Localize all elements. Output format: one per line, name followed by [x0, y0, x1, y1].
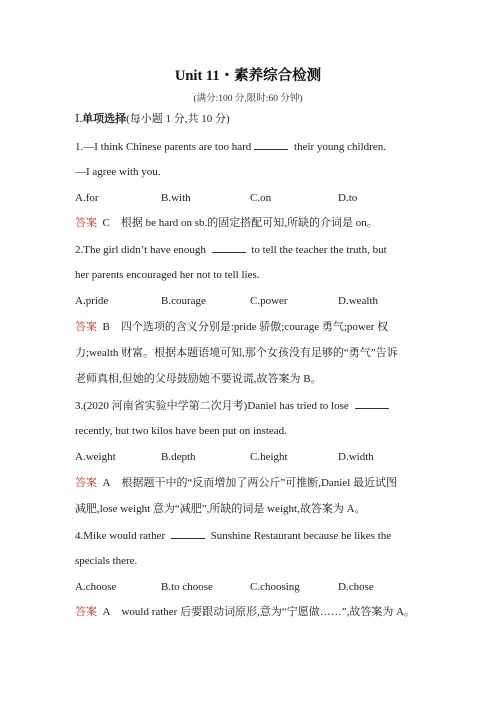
q2-option-c: C.power	[250, 295, 288, 307]
answer-tag: 答案	[75, 217, 97, 229]
q4-stem-post: Sunshine Restaurant because he likes the	[210, 530, 392, 542]
answer-explanation-line2: 减肥,lose weight 意为“减肥”,所缺的词是 weight,故答案为 A。	[75, 503, 366, 515]
q3-option-d: D.width	[338, 451, 374, 463]
q1-line2: —I agree with you.	[75, 166, 161, 178]
q1-option-c: C.on	[250, 192, 272, 204]
answer-letter: A	[102, 477, 111, 489]
q3-stem-pre: 3.(2020 河南省实验中学第二次月考)Daniel has tried to lose	[75, 400, 349, 412]
answer-letter: A	[102, 606, 111, 618]
q3-line2: recently, but two kilos have been put on instead.	[75, 425, 287, 437]
answer-blank	[254, 139, 288, 150]
q3-option-a: A.weight	[75, 451, 116, 463]
q1-stem-post: their young children.	[294, 141, 386, 153]
q1-answer	[75, 216, 378, 230]
q4-option-a: A.choose	[75, 581, 117, 593]
answer-explanation-line1: 根据题干中的“反而增加了两公斤”可推断,Daniel 最近试图	[121, 477, 398, 489]
answer-tag: 答案	[75, 321, 97, 333]
q4-stem-pre: 4.Mike would rather	[75, 530, 166, 542]
q1-option-a: A.for	[75, 192, 99, 204]
answer-blank	[355, 398, 389, 409]
question-4-stem	[75, 528, 391, 543]
answer-explanation-line2: 力;wealth 财富。根据本题语境可知,那个女孩没有足够的“勇气”告诉	[75, 347, 398, 359]
q2-line2: her parents encouraged her not to tell lies.	[75, 269, 260, 281]
q4-option-b: B.to choose	[161, 581, 213, 593]
q1-stem-pre: 1.—I think Chinese parents are too hard	[75, 141, 252, 153]
answer-explanation: 根据 be hard on sb.的固定搭配可知,所缺的介词是 on。	[120, 217, 378, 229]
answer-explanation: would rather 后要跟动词原形,意为“宁愿做……”,故答案为 A。	[121, 606, 416, 618]
q2-option-a: A.pride	[75, 295, 109, 307]
question-1-stem	[75, 139, 386, 154]
page-subtitle: (满分:100 分,限时:60 分钟)	[193, 94, 303, 104]
answer-explanation-line3: 老师真相,但她的父母鼓励她不要说谎,故答案为 B。	[75, 373, 322, 385]
question-3-stem	[75, 398, 392, 413]
answer-letter: C	[102, 217, 110, 229]
answer-tag: 答案	[75, 606, 97, 618]
answer-blank	[212, 242, 246, 253]
answer-explanation-line1: 四个选项的含义分别是:pride 骄傲;courage 勇气;power 权	[120, 321, 389, 333]
q2-answer	[75, 320, 388, 334]
q4-line2: specials there.	[75, 555, 138, 567]
section-number: Ⅰ.	[75, 113, 83, 125]
q3-answer	[75, 476, 397, 490]
section-heading	[75, 112, 230, 126]
q2-stem-post: to tell the teacher the truth, but	[251, 244, 387, 256]
q3-option-c: C.height	[250, 451, 288, 463]
q2-option-b: B.courage	[161, 295, 206, 307]
section-name: 单项选择	[82, 113, 127, 125]
q4-answer	[75, 605, 415, 619]
q4-option-d: D.chose	[338, 581, 374, 593]
q2-option-d: D.wealth	[338, 295, 379, 307]
page-title: Unit 11・素养综合检测	[174, 68, 322, 84]
q3-option-b: B.depth	[161, 451, 196, 463]
q4-option-c: C.choosing	[250, 581, 300, 593]
question-2-stem	[75, 242, 387, 257]
q2-stem-pre: 2.The girl didn’t have enough	[75, 244, 206, 256]
q1-option-b: B.with	[161, 192, 191, 204]
answer-letter: B	[102, 321, 110, 333]
answer-tag: 答案	[75, 477, 97, 489]
q1-option-d: D.to	[338, 192, 358, 204]
answer-blank	[171, 528, 205, 539]
section-note: (每小题 1 分,共 10 分)	[126, 113, 230, 125]
